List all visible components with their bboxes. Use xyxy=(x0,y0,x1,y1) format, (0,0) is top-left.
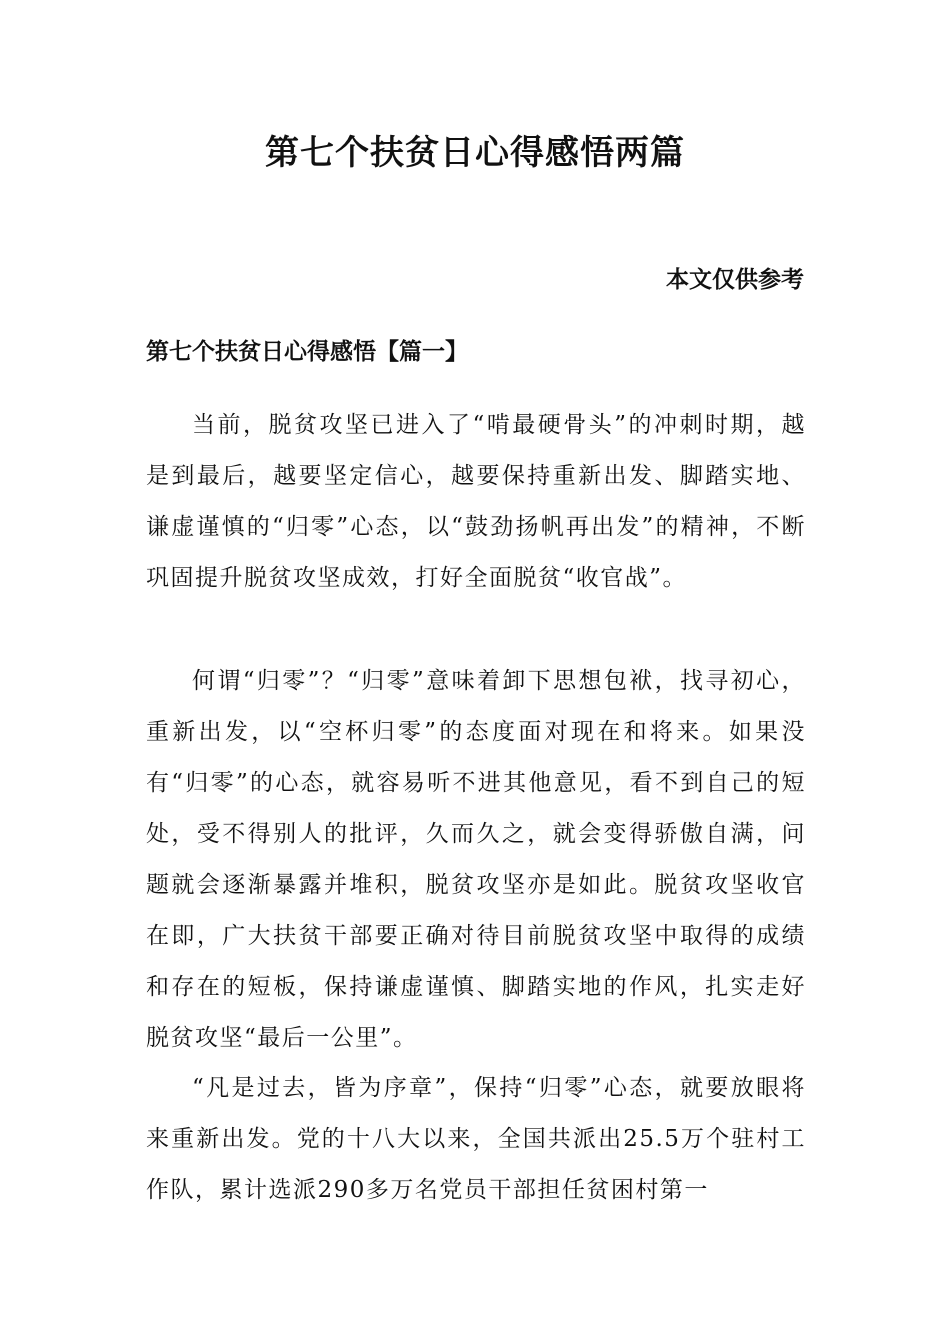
paragraph-block-3 xyxy=(146,1063,806,1216)
body-paragraph: “凡是过去，皆为序章”，保持“归零”心态，就要放眼将来重新出发。党的十八大以来，全国共派出25.5万个驻村工作队，累计选派290多万名党员干部担任贫困村第一 xyxy=(146,1075,806,1203)
body-paragraph: 当前，脱贫攻坚已进入了“啃最硬骨头”的冲刺时期，越是到最后，越要坚定信心，越要保持重新出发、脚踏实地、谦虚谨慎的“归零”心态，以“鼓劲扬帆再出发”的精神，不断巩固提升脱贫攻坚成效，打好全面脱贫“收官战”。 xyxy=(146,412,806,591)
section-heading: 第七个扶贫日心得感悟【篇一】 xyxy=(146,339,468,365)
document-title: 第七个扶贫日心得感悟两篇 xyxy=(265,133,685,173)
reference-disclaimer: 本文仅供参考 xyxy=(666,267,804,293)
body-paragraph: 何谓“归零”？“归零”意味着卸下思想包袱，找寻初心，重新出发，以“空杯归零”的态度面对现在和将来。如果没有“归零”的心态，就容易听不进其他意见，看不到自己的短处，受不得别人的批评，久而久之，就会变得骄傲自满，问题就会逐渐暴露并堆积，脱贫攻坚亦是如此。脱贫攻坚收官在即，广大扶贫干部要正确对待目前脱贫攻坚中取得的成绩和存在的短板，保持谦虚谨慎、脚踏实地的作风，扎实走好脱贫攻坚“最后一公里”。 xyxy=(146,668,806,1051)
paragraph-block-1 xyxy=(146,400,806,604)
paragraph-block-2 xyxy=(146,656,806,1064)
